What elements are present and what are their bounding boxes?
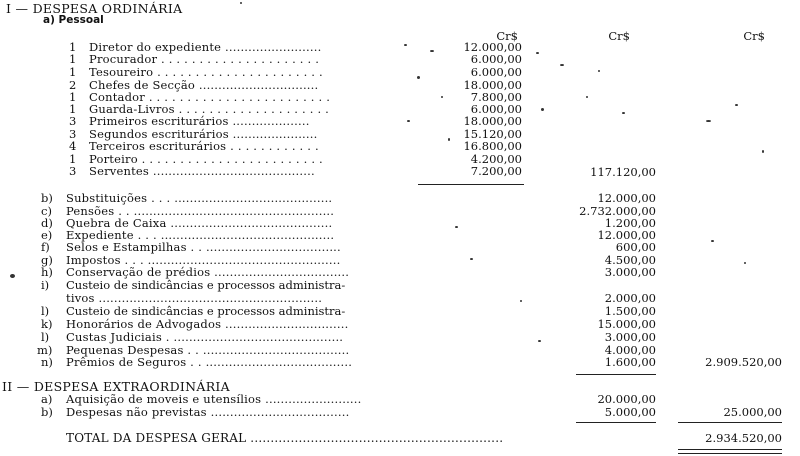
- item-value: 2.732.000,00: [579, 204, 656, 218]
- item-key: i): [41, 278, 50, 292]
- personnel-qty: 1: [69, 152, 77, 166]
- item-label: Custeio de sindicâncias e processos administra-: [66, 278, 346, 292]
- personnel-qty: 1: [69, 40, 77, 54]
- grand-total-value: 2.934.520,00: [705, 431, 782, 445]
- subsection-a-title: a) Pessoal: [43, 14, 104, 26]
- personnel-qty: 1: [69, 65, 77, 79]
- currency-header-col3: Cr$: [743, 29, 765, 43]
- item-value: 600,00: [615, 240, 656, 254]
- personnel-subtotal-rule: [418, 184, 524, 185]
- item-key: n): [41, 355, 53, 369]
- item-key: h): [41, 265, 53, 279]
- personnel-label: Serventes ..........................................: [89, 164, 315, 178]
- personnel-value: 18.000,00: [463, 114, 522, 128]
- item-label: Aquisição de moveis e utensílios .........................: [66, 392, 362, 406]
- section-1-total: 2.909.520,00: [705, 355, 782, 369]
- item-value: 1.600,00: [604, 355, 656, 369]
- personnel-value: 7.800,00: [470, 90, 522, 104]
- personnel-label: Terceiros escriturários . . . . . . . . . . . .: [89, 139, 319, 153]
- item-label: Selos e Estampilhas . . ...................................: [66, 240, 341, 254]
- grand-total-label: TOTAL DA DESPESA GERAL ...............................................................: [66, 431, 504, 445]
- personnel-value: 15.120,00: [463, 127, 522, 141]
- item-key: g): [41, 253, 53, 267]
- item-value: 2.000,00: [604, 291, 656, 305]
- personnel-value: 4.200,00: [470, 152, 522, 166]
- item-value: 4.000,00: [604, 343, 656, 357]
- item-label: Custas Judiciais . ............................................: [66, 330, 344, 344]
- item-label-continuation: tivos ..........................................................: [66, 291, 323, 305]
- personnel-qty: 4: [69, 139, 77, 153]
- item-value: 1.500,00: [604, 304, 656, 318]
- item-key: e): [41, 228, 53, 242]
- currency-header-col2: Cr$: [608, 29, 630, 43]
- item-key: m): [37, 343, 53, 357]
- personnel-value: 6.000,00: [470, 65, 522, 79]
- section-2-title: II — DESPESA EXTRAORDINÁRIA: [2, 379, 230, 394]
- personnel-label: Procurador . . . . . . . . . . . . . . . . . . . . .: [89, 52, 320, 66]
- section-2-total: 25.000,00: [723, 405, 782, 419]
- item-value: 12.000,00: [597, 191, 656, 205]
- item-value: 1.200,00: [604, 216, 656, 230]
- personnel-qty: 1: [69, 102, 77, 116]
- personnel-label: Guarda-Livros . . . . . . . . . . . . . . . . . . . .: [89, 102, 330, 116]
- item-label: Expediente . . . .............................................: [66, 228, 335, 242]
- item-key: l): [41, 304, 50, 318]
- item-key: a): [41, 392, 53, 406]
- item-value: 15.000,00: [597, 317, 656, 331]
- item-value: 20.000,00: [597, 392, 656, 406]
- grand-total-double-rule: [678, 449, 782, 454]
- item-value: 5.000,00: [604, 405, 656, 419]
- item-label: Conservação de prédios ...................................: [66, 265, 350, 279]
- item-label: Quebra de Caixa ..........................................: [66, 216, 333, 230]
- item-label: Pequenas Despesas . . ......................................: [66, 343, 350, 357]
- personnel-label: Porteiro . . . . . . . . . . . . . . . . . . . . . . . .: [89, 152, 323, 166]
- item-key: d): [41, 216, 53, 230]
- personnel-label: Tesoureiro . . . . . . . . . . . . . . . . . . . . . .: [89, 65, 323, 79]
- item-label: Pensões . . ....................................................: [66, 204, 335, 218]
- section-2-total-rule: [678, 422, 782, 423]
- personnel-value: 6.000,00: [470, 102, 522, 116]
- item-label: Substituições . . . .........................................: [66, 191, 333, 205]
- personnel-qty: 3: [69, 114, 77, 128]
- personnel-qty: 3: [69, 127, 77, 141]
- item-value: 4.500,00: [604, 253, 656, 267]
- section-1-title: I — DESPESA ORDINÁRIA: [6, 1, 183, 16]
- personnel-value: 12.000,00: [463, 40, 522, 54]
- personnel-total: 117.120,00: [590, 165, 656, 179]
- item-value: 12.000,00: [597, 228, 656, 242]
- personnel-qty: 1: [69, 90, 77, 104]
- personnel-value: 16.800,00: [463, 139, 522, 153]
- item-key: c): [41, 204, 52, 218]
- item-value: 3.000,00: [604, 330, 656, 344]
- personnel-value: 18.000,00: [463, 78, 522, 92]
- personnel-label: Contador . . . . . . . . . . . . . . . . . . . . . . . .: [89, 90, 331, 104]
- currency-header-col1: Cr$: [496, 29, 518, 43]
- personnel-value: 6.000,00: [470, 52, 522, 66]
- personnel-label: Segundos escriturários ......................: [89, 127, 318, 141]
- personnel-qty: 2: [69, 78, 77, 92]
- item-key: l): [41, 330, 50, 344]
- section-2-subtotal-rule: [576, 422, 656, 423]
- personnel-label: Diretor do expediente .........................: [89, 40, 322, 54]
- personnel-value: 7.200,00: [470, 164, 522, 178]
- personnel-label: Primeiros escriturários ....................: [89, 114, 310, 128]
- personnel-label: Chefes de Secção ...............................: [89, 78, 319, 92]
- item-label: Honorários de Advogados ................................: [66, 317, 349, 331]
- item-value: 3.000,00: [604, 265, 656, 279]
- item-label: Custeio de sindicâncias e processos administra-: [66, 304, 346, 318]
- item-key: k): [41, 317, 53, 331]
- item-key: b): [41, 191, 53, 205]
- item-label: Despesas não previstas ....................................: [66, 405, 350, 419]
- section-1-subtotal-rule: [576, 374, 656, 375]
- item-key: f): [41, 240, 50, 254]
- item-key: b): [41, 405, 53, 419]
- item-label: Prêmios de Seguros . . ......................................: [66, 355, 353, 369]
- personnel-qty: 1: [69, 52, 77, 66]
- item-label: Impostos . . . ..................................................: [66, 253, 341, 267]
- personnel-qty: 3: [69, 164, 77, 178]
